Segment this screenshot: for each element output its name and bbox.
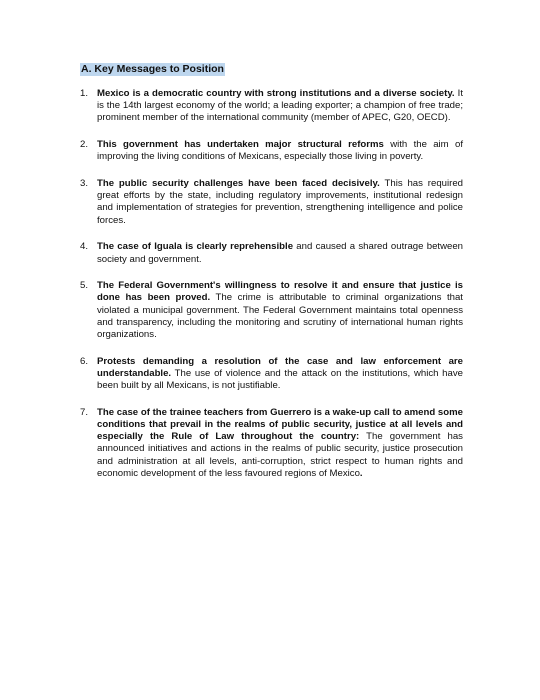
item-body: and caused a shared outrage between society and government. (97, 241, 464, 265)
item-text (97, 178, 463, 227)
item-bold-lead: This government has undertaken major structural reforms (97, 139, 384, 151)
item-number: 7. (80, 406, 89, 418)
item-body: The government has announced initiatives and actions in the realms of public security, justice prosecution and administration at all levels, anti-corruption, strict respect to human rights and economic development of the less favoured regions of Mexico (97, 431, 463, 479)
item-bold-lead: The public security challenges have been faced decisively. (97, 178, 380, 190)
item-body: This has required great efforts by the state, including regulatory improvements, institutional redesign and implementation of strategies for prevention, strengthening intelligence and police forces. (97, 178, 463, 226)
item-bold-lead: Protests demanding a resolution of the case and law enforcement are understandable. (97, 355, 463, 379)
item-number: 2. (80, 139, 89, 151)
item-bold-lead: The Federal Government's willingness to resolve it and ensure that justice is done has been proved. (97, 280, 463, 304)
item-text (97, 356, 463, 393)
item-body: The use of violence and the attack on the institutions, which have been built by all Mexicans, is not justifiable. (97, 367, 463, 392)
item-bold-tail: . (359, 467, 363, 479)
list-item (80, 241, 463, 265)
item-bold-lead: The case of Iguala is clearly reprehensible (97, 241, 294, 253)
list-item (80, 178, 463, 227)
list-item (80, 280, 463, 341)
item-text (97, 407, 463, 480)
item-bold-lead: The case of the trainee teachers from Guerrero is a wake-up call to amend some conditions that prevail in the realms of public security, justice at all levels and especially the Rule of Law throughout the country: (97, 406, 463, 443)
item-text (97, 241, 463, 265)
list-item (80, 139, 463, 163)
key-messages-list (80, 88, 463, 495)
item-number: 4. (80, 241, 89, 253)
list-item (80, 407, 463, 480)
item-text (97, 88, 463, 125)
section-heading: A. Key Messages to Position (81, 63, 224, 75)
item-number: 1. (80, 88, 89, 99)
item-number: 5. (80, 280, 89, 292)
item-body: It is the 14th largest economy of the world; a leading exporter; a champion of free trade; prominent member of the international community (member of APEC, G20, OECD). (97, 88, 463, 124)
item-number: 6. (80, 355, 89, 367)
list-item (80, 356, 463, 393)
item-body: The crime is attributable to criminal organizations that violated a municipal government. The Federal Government maintains total openness and transparency, including the monitoring and scrutiny of international human rights organizations. (97, 292, 463, 341)
item-text (97, 139, 463, 163)
item-bold-lead: Mexico is a democratic country with strong institutions and a diverse society. (97, 88, 455, 99)
item-number: 3. (80, 178, 89, 190)
list-item (80, 88, 463, 125)
item-body: with the aim of improving the living conditions of Mexicans, especially those living in poverty. (97, 139, 463, 163)
item-text (97, 280, 463, 341)
